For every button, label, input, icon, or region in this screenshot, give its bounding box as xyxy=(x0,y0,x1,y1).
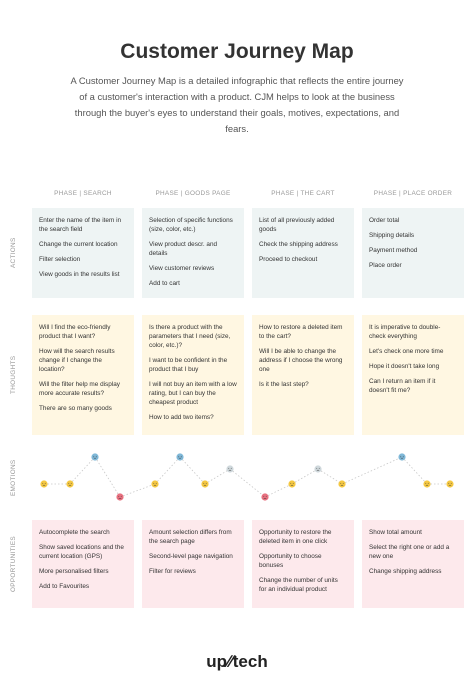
emotions-curve xyxy=(30,440,460,515)
emotion-neutral-icon xyxy=(151,480,158,487)
card-item: How will the search results change if I change the location? xyxy=(39,348,115,373)
emotion-neutral-icon xyxy=(201,480,208,487)
card-item: Show total amount xyxy=(369,529,422,536)
page-title: Customer Journey Map xyxy=(120,40,354,63)
opportunities-card-search xyxy=(32,520,134,608)
card-item: It is imperative to double-check everything xyxy=(369,324,441,340)
card-item: Check the shipping address xyxy=(259,241,338,248)
phase-header-the-cart: PHASE | THE CART xyxy=(271,190,335,197)
card-item: View customer reviews xyxy=(149,265,215,272)
phase-header-goods-page: PHASE | GOODS PAGE xyxy=(155,190,231,197)
emotion-neutral-icon xyxy=(423,480,430,487)
card-item: List of all previously added goods xyxy=(259,217,335,233)
emotion-connector xyxy=(180,457,205,484)
card-item: Place order xyxy=(369,262,402,269)
emotion-connector xyxy=(120,484,155,497)
thoughts-card-the-cart xyxy=(252,315,354,435)
card-item: Is there a product with the parameters that I need (size, color, etc.)? xyxy=(149,324,231,349)
emotion-neutral-light-icon xyxy=(226,465,233,472)
card-item: View goods in the results list xyxy=(39,271,120,278)
card-item: I want to be confident in the product that I buy xyxy=(149,357,228,373)
card-item: Second-level page navigation xyxy=(149,553,233,560)
emotion-connector xyxy=(155,457,180,484)
row-label-actions: ACTIONS xyxy=(10,237,17,269)
emotion-neutral-icon xyxy=(40,480,47,487)
emotion-connector xyxy=(402,457,427,484)
emotion-connector xyxy=(70,457,95,484)
actions-card-the-cart xyxy=(252,208,354,298)
emotion-connector xyxy=(205,469,230,484)
card-item: Autocomplete the search xyxy=(39,529,110,536)
emotion-connector xyxy=(95,457,120,497)
card-item: Select the right one or add a new one xyxy=(369,544,450,560)
card-item: There are so many goods xyxy=(39,405,112,412)
card-item: Is it the last step? xyxy=(259,381,309,388)
card-item: More personalised filters xyxy=(39,568,109,575)
actions-card-goods-page xyxy=(142,208,244,298)
card-item: Shipping details xyxy=(369,232,415,239)
row-label-thoughts: THOUGHTS xyxy=(10,355,17,395)
card-item: Enter the name of the item in the search field xyxy=(39,217,122,233)
card-item: View product descr. and details xyxy=(149,241,218,257)
emotion-connector xyxy=(292,469,318,484)
emotion-neutral-icon xyxy=(446,480,453,487)
card-item: Add to cart xyxy=(149,280,180,287)
emotion-neutral-icon xyxy=(338,480,345,487)
intro-text: A Customer Journey Map is a detailed infographic that reflects the entire journey of a customer's interaction with a product. CJM helps to look at the business through the buyer's eyes to understand their goals, motives, expectations, and fears. xyxy=(70,75,404,134)
card-item: Amount selection differs from the search page xyxy=(149,529,232,545)
card-item: Payment method xyxy=(369,247,418,254)
opportunities-card-the-cart xyxy=(252,520,354,608)
opportunities-card-goods-page xyxy=(142,520,244,608)
card-item: Proceed to checkout xyxy=(259,256,318,263)
card-item: Change shipping address xyxy=(369,568,442,575)
card-item: I will not buy an item with a low rating, but I can buy the cheapest product xyxy=(149,381,237,406)
brand-logo: up∕∕tech xyxy=(206,652,268,671)
emotion-connector xyxy=(265,484,292,497)
card-item: Hope it doesn't take long xyxy=(369,363,440,370)
card-item: Show saved locations and the current location (GPS) xyxy=(39,544,124,560)
row-label-emotions: EMOTIONS xyxy=(10,459,17,496)
row-label-opportunities: OPPORTUNITIES xyxy=(10,536,17,592)
card-item: Let's check one more time xyxy=(369,348,444,355)
emotion-neutral-icon xyxy=(66,480,73,487)
emotion-connector xyxy=(342,457,402,484)
card-item: Add to Favourites xyxy=(39,583,90,590)
thoughts-card-search xyxy=(32,315,134,435)
emotion-sad-icon xyxy=(261,493,268,500)
card-item: Will the filter help me display more accurate results? xyxy=(39,381,120,397)
card-item: How to restore a deleted item to the cart? xyxy=(259,324,343,340)
thoughts-card-goods-page xyxy=(142,315,244,435)
emotion-happy-icon xyxy=(398,453,405,460)
thoughts-card-place-order xyxy=(362,315,464,435)
emotion-neutral-icon xyxy=(288,480,295,487)
phase-header-search: PHASE | SEARCH xyxy=(54,190,112,197)
card-item: Opportunity to choose bonuses xyxy=(259,553,322,569)
card-item: How to add two items? xyxy=(149,414,214,421)
card-item: Filter for reviews xyxy=(149,568,196,575)
card-item: Change the current location xyxy=(39,241,118,248)
opportunities-card-place-order xyxy=(362,520,464,608)
emotions-chart xyxy=(30,440,460,515)
emotion-connector xyxy=(318,469,342,484)
card-item: Order total xyxy=(369,217,400,224)
card-item: Will I be able to change the address if I choose the wrong one xyxy=(259,348,343,373)
card-item: Opportunity to restore the deleted item in one click xyxy=(259,529,332,545)
emotion-neutral-light-icon xyxy=(314,465,321,472)
emotion-happy-icon xyxy=(176,453,183,460)
card-item: Change the number of units for an individual product xyxy=(259,577,338,593)
emotion-connector xyxy=(230,469,265,497)
card-item: Will I find the eco-friendly product that I want? xyxy=(39,324,111,340)
card-item: Can I return an item if it doesn't fit me? xyxy=(369,378,436,394)
actions-card-place-order xyxy=(362,208,464,298)
actions-card-search xyxy=(32,208,134,298)
emotion-sad-icon xyxy=(116,493,123,500)
phase-header-place-order: PHASE | PLACE ORDER xyxy=(373,190,453,197)
card-item: Filter selection xyxy=(39,256,81,263)
emotion-happy-icon xyxy=(91,453,98,460)
card-item: Selection of specific functions (size, color, etc.) xyxy=(149,217,233,233)
